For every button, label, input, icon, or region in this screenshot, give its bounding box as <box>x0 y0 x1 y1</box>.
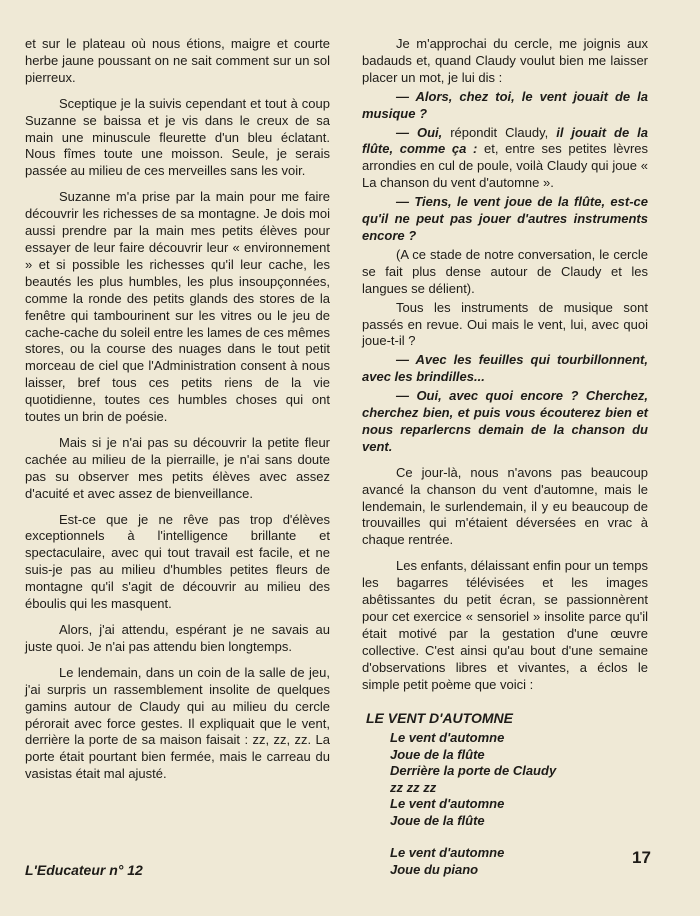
dialogue-line: — Alors, chez toi, le vent jouait de la musique ? <box>362 88 648 121</box>
poem-line: Le vent d'automne <box>390 796 505 812</box>
paragraph: Est-ce que je ne rêve pas trop d'élèves exceptionnels à l'intelligence brillante et spectaculaire, avec qui tout travail est facile, et ne suis-je pas au milieu d'humbles petites fleurs de montagne qu'il s'agit de découvrir au milieu des éboulis qui les masquent. <box>25 511 330 612</box>
poem-line: Le vent d'automne <box>390 845 505 861</box>
paragraph: Le lendemain, dans un coin de la salle de jeu, j'ai surpris un rassemblement insolite de quelques gamins autour de Claudy qui au milieu du cercle pérorait avec force gestes. Il expliquait que le vent, derrière la porte de sa maison faisait : zz, zz, zz. La porte était pourtant bien fermée, mais le carreau du vasistas était mal ajusté. <box>25 664 330 782</box>
paragraph: Suzanne m'a prise par la main pour me faire découvrir les richesses de sa montagne. Je dois moi aussi prendre par la main mes petits élèves pour essayer de leur faire découvrir leur « environnement » et si possible les richesses qu'il leur cache, les beautés les plus humbles, les plus insoupçonnées, comme la ronde des petits glands des stores de la fenêtre qui tambourinent sur les vitres ou le jeu de cache-cache du soleil entre les lames de ces mêmes stores, ou la course des nuages dans le tout petit morceau de ciel que l'Administration consent à nous laisser, bref tous ces petits riens de la vie quotidienne, toutes ces humbles choses qui ont toutes un brin de poésie. <box>25 189 330 425</box>
poem-line: zz zz zz <box>390 779 437 795</box>
dialogue-narration: répondit Claudy, <box>442 124 557 140</box>
dialogue-line: — Oui, avec quoi encore ? Cherchez, cherchez bien, et puis vous écouterez bien et nous reparlercns demain de la chanson du vent. <box>362 388 648 454</box>
dialogue-line: — Avec les feuilles qui tourbillonnent, avec les brindilles... <box>362 352 648 385</box>
page-number: 17 <box>632 848 651 867</box>
dialogue-speech: — Oui, <box>396 124 443 140</box>
dialogue-narration: et, entre ses petites lèvres arrondies en cul de poule, voilà Claudy qui joue « La chanson du vent d'automne ». <box>362 141 649 191</box>
poem-title: LE VENT D'AUTOMNE <box>366 709 513 726</box>
dialogue-speech: il jouait de la flûte, comme ça : <box>362 124 648 157</box>
poem <box>362 710 648 879</box>
poem-line: Joue de la flûte <box>390 746 485 762</box>
journal-footer: L'Educateur n° 12 <box>25 862 143 878</box>
poem-line: Derrière la porte de Claudy <box>390 763 557 779</box>
paragraph: Je m'approchai du cercle, me joignis aux badauds et, quand Claudy voulut bien me laisser placer un mot, je lui dis : <box>362 36 648 85</box>
stanza-break <box>362 829 648 845</box>
dialogue-line <box>362 125 648 193</box>
dialogue-line: — Tiens, le vent joue de la flûte, est-ce qu'il ne peut pas jouer d'autres instruments encore ? <box>362 194 648 243</box>
paragraph: (A ce stade de notre conversation, le cercle se fait plus dense autour de Claudy et les langues se délient). <box>362 246 648 296</box>
paragraph: Les enfants, délaissant enfin pour un temps les bagarres télévisées et les images abêtissantes du petit écran, se passionnèrent pour cet exercice « sensoriel » insolite parce qu'il était motivé par la gestation d'une œuvre collective. C'est ainsi qu'au bout d'une semaine d'observations libres et vivantes, a éclos le simple petit poème que voici : <box>362 558 648 692</box>
poem-line: Joue de la flûte <box>390 812 485 828</box>
paragraph: Sceptique je la suivis cependant et tout à coup Suzanne se baissa et je vis dans le creux de sa main une minuscule fleurette d'un bleu éclatant. Nous fîmes toute une moisson. Seule, je serais passée au milieu de ces merveilles sans les voir. <box>25 95 330 179</box>
paragraph: et sur le plateau où nous étions, maigre et courte herbe jaune poussant on ne sait comment sur un sol pierreux. <box>25 36 330 85</box>
poem-line: Joue du piano <box>390 861 479 877</box>
left-column <box>25 36 330 792</box>
poem-line: Le vent d'automne <box>390 730 505 746</box>
paragraph: Tous les instruments de musique sont passés en revue. Oui mais le vent, lui, avec quoi joue-t-il ? <box>362 299 648 349</box>
paragraph: Ce jour-là, nous n'avons pas beaucoup avancé la chanson du vent d'automne, mais le lendemain, le surlendemain, il y eu beaucoup de trouvailles qui m'étaient déversées en vrac à chaque rentrée. <box>362 464 648 548</box>
paragraph: Mais si je n'ai pas su découvrir la petite fleur cachée au milieu de la pierraille, je n'ai sans doute pas su observer mes petits élèves avec assez d'acuité et avec assez de bienveillance. <box>25 434 330 501</box>
right-column <box>362 36 648 878</box>
paragraph: Alors, j'ai attendu, espérant je ne savais au juste quoi. Je n'ai pas attendu bien longtemps. <box>25 622 330 654</box>
